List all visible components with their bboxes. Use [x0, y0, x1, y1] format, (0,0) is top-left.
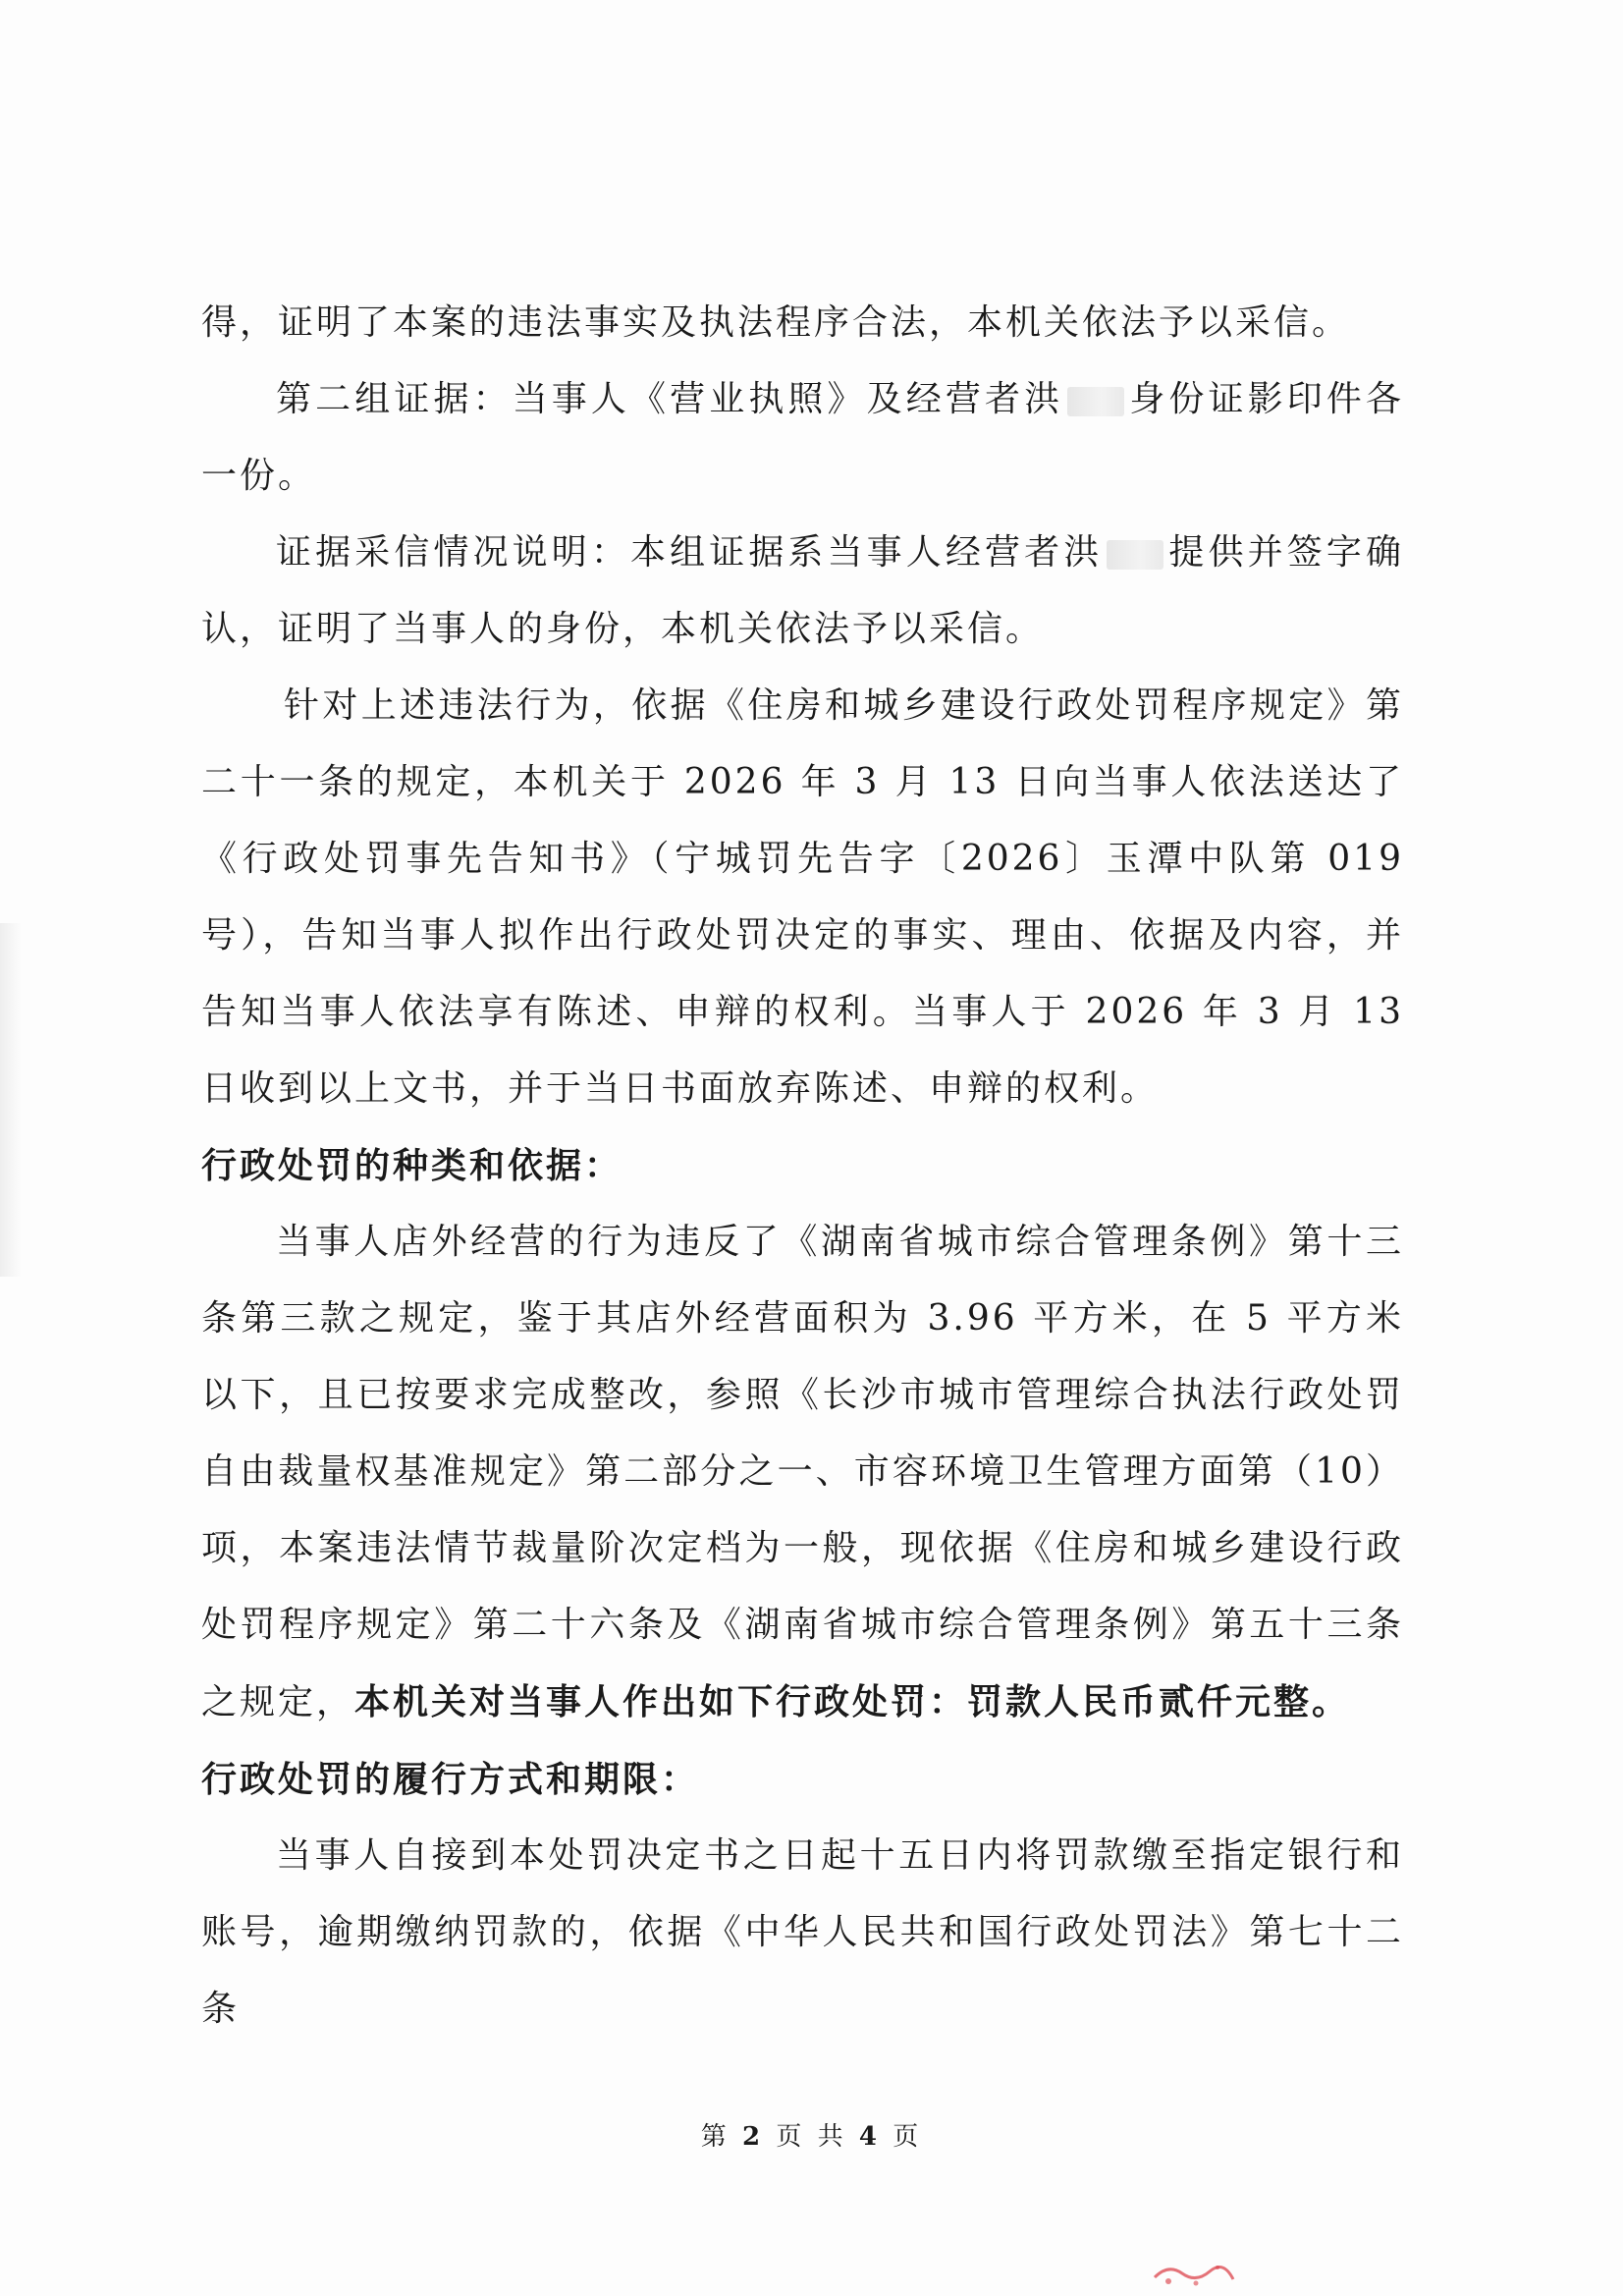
footer-suffix: 页: [893, 2122, 923, 2152]
footer-current-page: 2: [742, 2122, 765, 2152]
penalty-type-heading: 行政处罚的种类和依据：: [201, 1145, 623, 1186]
scan-smudge: [0, 923, 22, 1277]
evidence-group1-conclusion: 得，证明了本案的违法事实及执法程序合法，本机关依法予以采信。: [201, 302, 1351, 343]
notification-paragraph: 针对上述违法行为，依据《住房和城乡建设行政处罚程序规定》第二十一条的规定，本机关于 2026 年 3 月 13 日向当事人依法送达了《行政处罚事先告知书》（宁城罚先告字〔2026〕玉潭中队第 019 号），告知当事人拟作出行政处罚决定的事实、理由、依据及内容，并告知当事人依法享有陈述、申辩的权利。当事人于 2026 年 3 月 13 日收到以上文书，并于当日书面放弃陈述、申辩的权利。: [201, 685, 1404, 1109]
penalty-basis-paragraph: [201, 1204, 1404, 1741]
footer-middle: 页 共: [776, 2122, 847, 2152]
evidence-group2-text-before: 第二组证据：当事人《营业执照》及经营者洪: [276, 379, 1064, 419]
redacted-name: [1067, 387, 1124, 416]
footer-total-pages: 4: [858, 2122, 881, 2152]
footer-prefix: 第: [700, 2122, 730, 2152]
evidence-group2: [201, 361, 1404, 515]
evidence-explanation-text-after: 提供并签字确认，证明了当事人的身份，本机关依法予以采信。: [201, 532, 1404, 649]
document-body: [201, 285, 1404, 2048]
evidence-group2-text-after: 身份证影印件各一份。: [201, 379, 1404, 496]
redacted-name: [1107, 540, 1163, 570]
penalty-decision-text: 本机关对当事人作出如下行政处罚：罚款人民币贰仟元整。: [354, 1681, 1351, 1722]
seal-stamp-fragment: [1149, 2254, 1237, 2289]
payment-method-heading: 行政处罚的履行方式和期限：: [201, 1759, 700, 1800]
evidence-group2-explanation: [201, 515, 1404, 668]
penalty-basis-text: 当事人店外经营的行为违反了《湖南省城市综合管理条例》第十三条第三款之规定，鉴于其店外经营面积为 3.96 平方米，在 5 平方米以下，且已按要求完成整改，参照《长沙市城市管理综合执法行政处罚自由裁量权基准规定》第二部分之一、市容环境卫生管理方面第（10）项，本案违法情节裁量阶次定档为一般，现依据《住房和城乡建设行政处罚程序规定》第二十六条及《湖南省城市综合管理条例》第五十三条之规定，: [201, 1222, 1404, 1722]
evidence-explanation-text-before: 证据采信情况说明：本组证据系当事人经营者洪: [276, 532, 1104, 573]
page-footer: [0, 2116, 1623, 2153]
payment-paragraph: 当事人自接到本处罚决定书之日起十五日内将罚款缴至指定银行和账号，逾期缴纳罚款的，依据《中华人民共和国行政处罚法》第七十二条: [201, 1835, 1404, 2029]
